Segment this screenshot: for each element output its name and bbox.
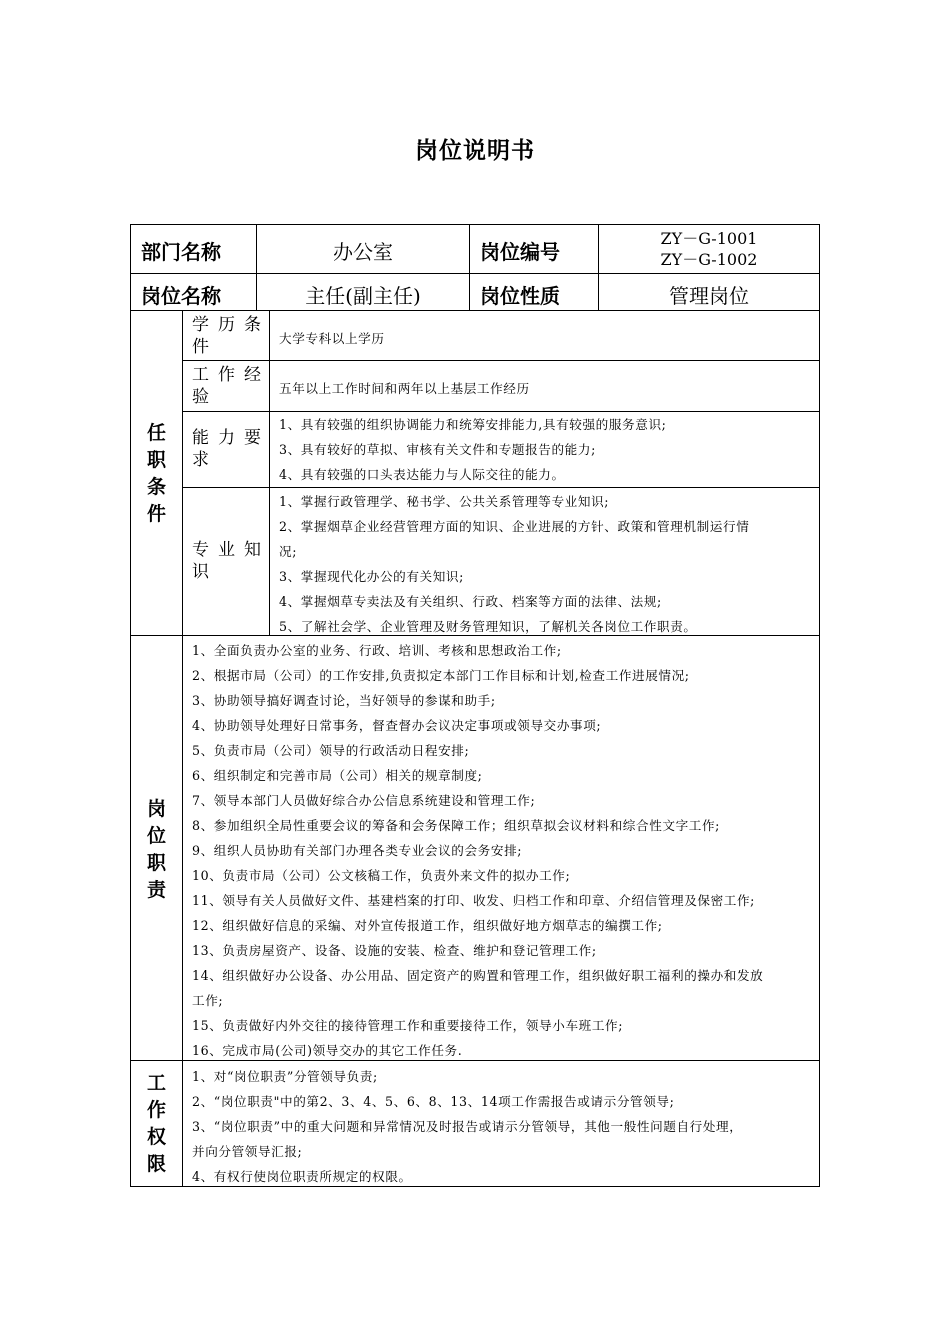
- list-item: 16、完成市局(公司)领导交办的其它工作任务.: [192, 1043, 463, 1058]
- list-item: 4、协助领导处理好日常事务，督查督办会议决定事项或领导交办事项;: [192, 718, 602, 733]
- nature-label: 岗位性质: [480, 284, 560, 308]
- list-item: 5、负责市局（公司）领导的行政活动日程安排;: [192, 743, 470, 758]
- list-item: 1、掌握行政管理学、秘书学、公共关系管理等专业知识;: [279, 494, 610, 509]
- label-line: 求: [192, 450, 218, 470]
- list-item: 1、具有较强的组织协调能力和统筹安排能力,具有较强的服务意识;: [279, 417, 667, 432]
- position-codes: [598, 228, 820, 270]
- duties-list: [192, 640, 814, 1058]
- dept-label: 部门名称: [141, 240, 221, 264]
- list-item: 3、协助领导搞好调查讨论，当好领导的参谋和助手;: [192, 693, 496, 708]
- list-item: 况;: [279, 544, 298, 559]
- list-item: 5、了解社会学、企业管理及财务管理知识，了解机关各岗位工作职责。: [279, 619, 697, 634]
- section-char: 责: [146, 879, 166, 901]
- section-char: 职: [146, 449, 166, 471]
- section-char: 作: [146, 1099, 166, 1121]
- list-item: 3、掌握现代化办公的有关知识;: [279, 569, 464, 584]
- knowledge-label: [192, 539, 270, 583]
- list-item: 10、负责市局（公司）公文核稿工作，负责外来文件的拟办工作;: [192, 868, 571, 883]
- list-item: 12、组织做好信息的采编、对外宣传报道工作，组织做好地方烟草志的编撰工作;: [192, 918, 663, 933]
- label-line: 专业知: [192, 540, 270, 560]
- section-char: 工: [146, 1072, 166, 1094]
- list-item: 7、领导本部门人员做好综合办公信息系统建设和管理工作;: [192, 793, 536, 808]
- label-line: 识: [192, 562, 218, 582]
- section-char: 权: [146, 1126, 166, 1148]
- list-item: 1、全面负责办公室的业务、行政、培训、考核和思想政治工作;: [192, 643, 562, 658]
- section-char: 条: [146, 476, 166, 498]
- list-item: 工作;: [192, 993, 224, 1008]
- label-line: 能力要: [192, 428, 270, 448]
- experience-text: 五年以上工作时间和两年以上基层工作经历: [279, 381, 530, 396]
- list-item: 3、具有较好的草拟、审核有关文件和专题报告的能力;: [279, 442, 596, 457]
- list-item: 15、负责做好内外交往的接待管理工作和重要接待工作，领导小车班工作;: [192, 1018, 624, 1033]
- list-item: 4、具有较强的口头表达能力与人际交往的能力。: [279, 467, 565, 482]
- education-text: 大学专科以上学历: [279, 331, 385, 346]
- label-line: 工作经: [192, 365, 270, 385]
- section-char: 职: [146, 852, 166, 874]
- list-item: 8、参加组织全局性重要会议的筹备和会务保障工作；组织草拟会议材料和综合性文字工作;: [192, 818, 721, 833]
- section-char: 件: [146, 503, 166, 525]
- position-value: 主任(副主任): [305, 284, 421, 308]
- label-line: 学历条: [192, 315, 270, 335]
- education-label: [192, 314, 270, 358]
- section-char: 位: [146, 825, 166, 847]
- dept-value: 办公室: [333, 240, 393, 264]
- duties-section-label: [130, 796, 183, 904]
- list-item: 11、领导有关人员做好文件、基建档案的打印、收发、归档工作和印章、介绍信管理及保密工作;: [192, 893, 756, 908]
- authority-section-label: [130, 1070, 183, 1178]
- position-code: ZY－G-1002: [660, 250, 758, 269]
- list-item: 4、掌握烟草专卖法及有关组织、行政、档案等方面的法律、法规;: [279, 594, 662, 609]
- section-char: 岗: [146, 798, 166, 820]
- section-char: 任: [146, 422, 166, 444]
- position-label: 岗位名称: [141, 284, 221, 308]
- qualifications-section-label: [130, 420, 183, 528]
- label-line: 件: [192, 337, 218, 357]
- list-item: 9、组织人员协助有关部门办理各类专业会议的会务安排;: [192, 843, 523, 858]
- section-char: 限: [146, 1153, 166, 1175]
- authority-list: [192, 1066, 814, 1184]
- list-item: 2、“岗位职责"中的第2、3、4、5、6、8、13、14项工作需报告或请示分管领导;: [192, 1094, 675, 1109]
- knowledge-list: [279, 491, 814, 633]
- list-item: 2、掌握烟草企业经营管理方面的知识、企业进展的方针、政策和管理机制运行情: [279, 519, 750, 534]
- experience-label: [192, 364, 270, 408]
- list-item: 并向分管领导汇报;: [192, 1144, 303, 1159]
- list-item: 14、组织做好办公设备、办公用品、固定资产的购置和管理工作，组织做好职工福利的操办和发放: [192, 968, 764, 983]
- position-code: ZY－G-1001: [660, 229, 758, 248]
- list-item: 1、对“岗位职责”分管领导负责;: [192, 1069, 378, 1084]
- list-item: 13、负责房屋资产、设备、设施的安装、检查、维护和登记管理工作;: [192, 943, 597, 958]
- list-item: 2、根据市局（公司）的工作安排,负责拟定本部门工作目标和计划,检查工作进展情况;: [192, 668, 690, 683]
- label-line: 验: [192, 387, 218, 407]
- nature-value: 管理岗位: [669, 284, 749, 308]
- list-item: 4、有权行使岗位职责所规定的权限。: [192, 1169, 412, 1184]
- code-label: 岗位编号: [480, 240, 560, 264]
- ability-list: [279, 414, 814, 486]
- ability-label: [192, 427, 270, 471]
- page-title: 岗位说明书: [415, 138, 535, 164]
- list-item: 3、“岗位职责”中的重大问题和异常情况及时报告或请示分管领导，其他一般性问题自行处理，: [192, 1119, 743, 1134]
- list-item: 6、组织制定和完善市局（公司）相关的规章制度;: [192, 768, 483, 783]
